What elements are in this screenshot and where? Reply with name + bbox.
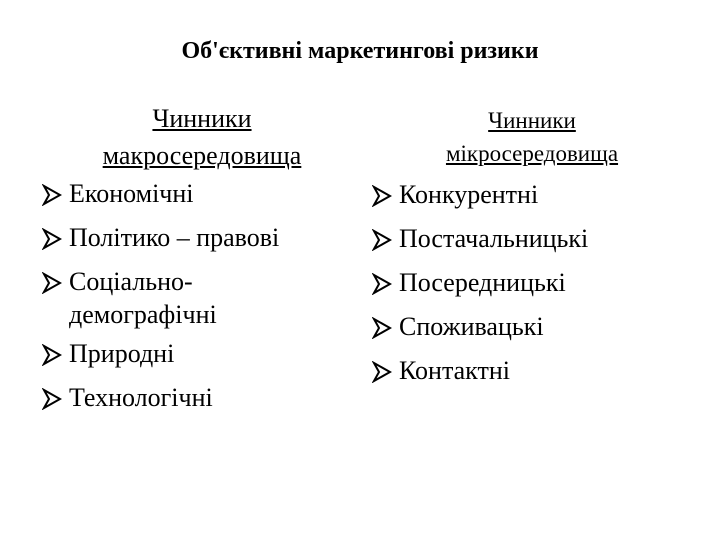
list-item-label: Контактні xyxy=(399,356,510,385)
list-item-label: Конкурентні xyxy=(399,180,539,209)
arrow-bullet-icon xyxy=(42,228,62,250)
macro-heading-line1: Чинники xyxy=(152,104,252,133)
list-item-label: Природні xyxy=(69,339,175,368)
slide-title: Об'єктивні маркетингові ризики xyxy=(181,38,539,64)
list-item xyxy=(372,349,692,393)
list-item xyxy=(372,305,692,349)
micro-factors-heading xyxy=(372,104,692,170)
arrow-bullet-icon xyxy=(372,317,392,339)
macro-factors-column xyxy=(42,100,362,420)
arrow-bullet-icon xyxy=(372,273,392,295)
arrow-bullet-icon xyxy=(372,229,392,251)
arrow-bullet-icon xyxy=(372,361,392,383)
macro-heading-line2: макросередовища xyxy=(102,141,302,170)
list-item-label: Технологічні xyxy=(69,383,213,412)
list-item xyxy=(42,332,362,376)
arrow-bullet-icon xyxy=(372,185,392,207)
list-item-label: Соціально- xyxy=(69,267,193,296)
list-item-label: Економічні xyxy=(69,179,194,208)
macro-factors-heading xyxy=(42,100,362,174)
arrow-bullet-icon xyxy=(42,344,62,366)
micro-factors-column xyxy=(372,104,692,393)
list-item xyxy=(372,173,692,217)
arrow-bullet-icon xyxy=(42,388,62,410)
list-item-label: Політико – правові xyxy=(69,223,280,252)
list-item xyxy=(42,216,362,260)
list-item-label: Споживацькі xyxy=(399,312,544,341)
arrow-bullet-icon xyxy=(42,184,62,206)
micro-heading-line2: мікросередовища xyxy=(445,141,619,166)
list-item xyxy=(42,376,362,420)
list-item xyxy=(372,261,692,305)
micro-factors-list xyxy=(372,173,692,393)
list-item xyxy=(42,260,362,332)
micro-heading-line1: Чинники xyxy=(488,108,576,133)
list-item-label: Посередницькі xyxy=(399,268,566,297)
list-item xyxy=(372,217,692,261)
arrow-bullet-icon xyxy=(42,272,62,294)
list-item-label: Постачальницькі xyxy=(399,224,589,253)
list-item xyxy=(42,172,362,216)
list-item-continuation: демографічні xyxy=(69,300,217,329)
macro-factors-list xyxy=(42,172,362,420)
